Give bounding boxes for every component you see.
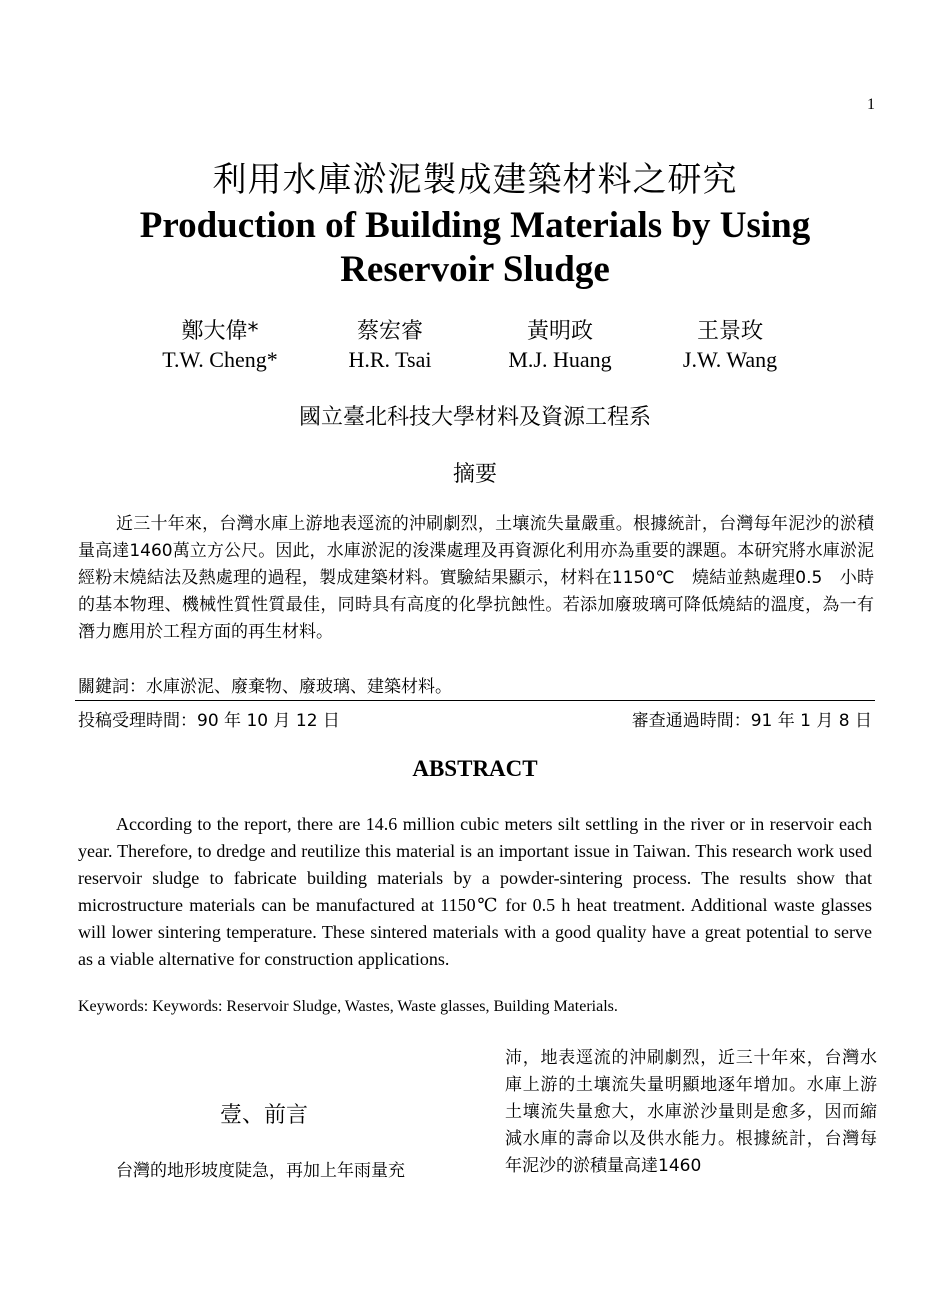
abstract-english-heading: ABSTRACT bbox=[412, 756, 538, 781]
author-name-english: H.R. Tsai bbox=[348, 347, 432, 372]
title-english: Production of Building Materials by Using Reservoir Sludge bbox=[139, 205, 811, 290]
abstract-english-body: According to the report, there are 14.6 million cubic meters silt settling in the river or in reservoir each year. Therefore, to dredge and reutilize this material is an important issue in Taiwan. This research work used reservoir sludge to fabricate building materials by a powder-sintering process. The results show that microstructure materials can be manufactured at 1150℃ for 0.5 h heat treatment. Additional waste glasses will lower sintering temperature. These sintered materials with a good quality have a great potential to serve as a viable alternative for construction applications. bbox=[78, 814, 872, 969]
page-number: 1 bbox=[867, 96, 875, 113]
submission-date: 投稿受理時間：90 年 10 月 12 日 bbox=[78, 711, 340, 731]
author-name-english: J.W. Wang bbox=[682, 347, 778, 372]
title-chinese: 利用水庫淤泥製成建築材料之研究 bbox=[212, 160, 738, 200]
abstract-chinese-body: 近三十年來，台灣水庫上游地表逕流的沖刷劇烈，土壤流失量嚴重。根據統計，台灣每年泥沙的淤積量高達1460萬立方公尺。因此，水庫淤泥的浚渫處理及再資源化利用亦為重要的課題。本研究將水庫淤泥經粉末燒結法及熱處理的過程，製成建築材料。實驗結果顯示，材料在1150℃ 燒結並熱處理0.5 小時的基本物理、機械性質性質最佳，同時具有高度的化學抗蝕性。若添加廢玻璃可降低燒結的溫度，為一有潛力應用於工程方面的再生材料。 bbox=[78, 514, 874, 642]
abstract-chinese-heading: 摘要 bbox=[452, 462, 497, 487]
author bbox=[330, 318, 450, 374]
author-list bbox=[160, 318, 790, 374]
author-name-chinese: 鄭大偉* bbox=[181, 319, 259, 344]
author-name-chinese: 王景玫 bbox=[696, 319, 763, 344]
keywords-english: Keywords: Keywords: Reservoir Sludge, Wastes, Waste glasses, Building Materials. bbox=[78, 998, 618, 1015]
section-heading-introduction: 壹、前言 bbox=[220, 1103, 309, 1128]
introduction-text-left-column: 台灣的地形坡度陡急，再加上年雨量充 bbox=[116, 1161, 405, 1181]
author-name-chinese: 黃明政 bbox=[526, 319, 593, 344]
author-name-english: M.J. Huang bbox=[508, 347, 612, 372]
author bbox=[500, 318, 620, 374]
affiliation: 國立臺北科技大學材料及資源工程系 bbox=[298, 405, 651, 430]
introduction-text-right-column: 沛，地表逕流的沖刷劇烈，近三十年來，台灣水庫上游的土壤流失量明顯地逐年增加。水庫上游土壤流失量愈大，水庫淤沙量則是愈多，因而縮減水庫的壽命以及供水能力。根據統計，台灣每年泥沙的淤積量高達1460 bbox=[505, 1048, 877, 1176]
author bbox=[160, 318, 280, 374]
keywords-chinese: 關鍵詞：水庫淤泥、廢棄物、廢玻璃、建築材料。 bbox=[78, 677, 452, 697]
author bbox=[670, 318, 790, 374]
author-name-chinese: 蔡宏睿 bbox=[356, 319, 423, 344]
divider-rule bbox=[75, 700, 875, 701]
author-name-english: T.W. Cheng* bbox=[162, 347, 278, 372]
review-date: 審查通過時間：91 年 1 月 8 日 bbox=[631, 711, 872, 731]
